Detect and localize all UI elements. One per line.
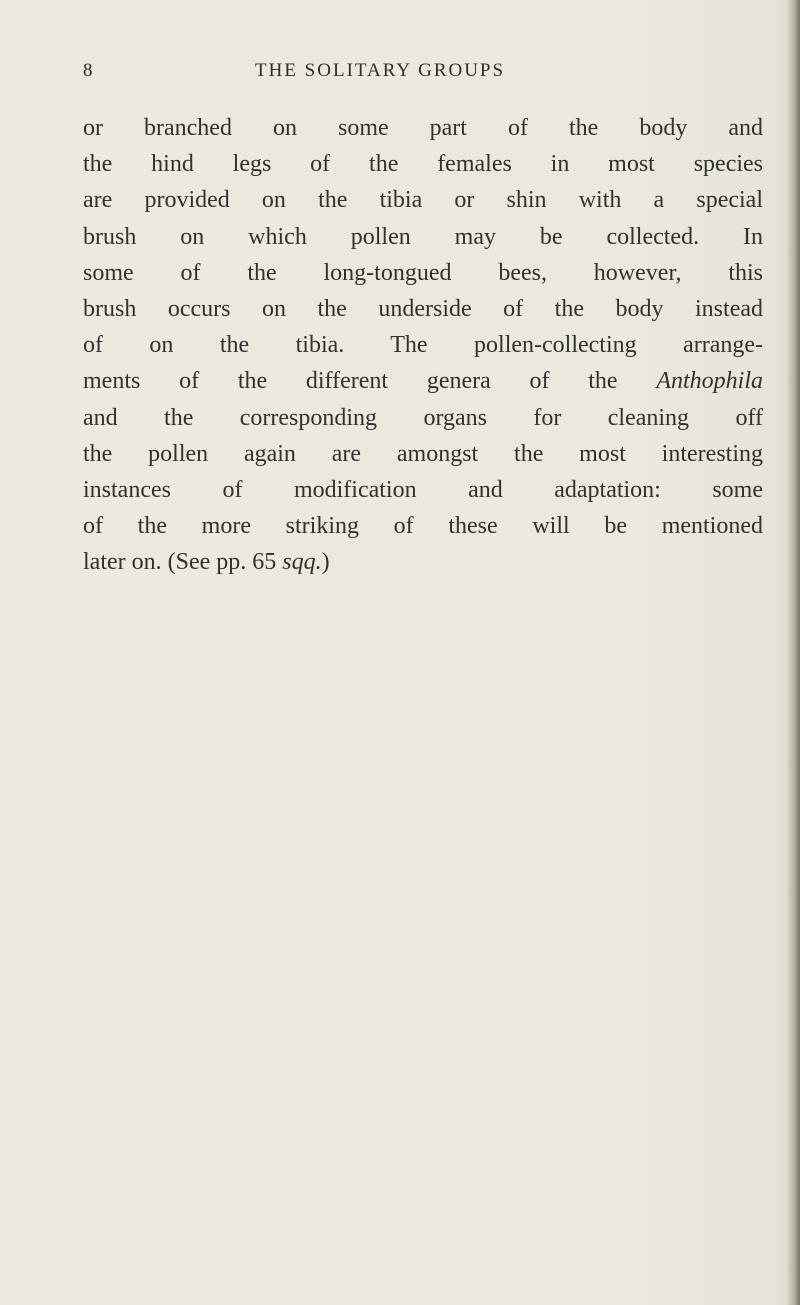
running-head <box>83 60 683 90</box>
page-edge-shadow <box>786 0 800 1305</box>
text-segment: later on. (See pp. 65 <box>83 549 283 576</box>
text-line: the hind legs of the females in most species <box>83 151 763 178</box>
text-line: of on the tibia. The pollen-collecting arrange- <box>83 332 763 359</box>
text-line: of the more striking of these will be mentioned <box>83 513 763 540</box>
text-line: brush on which pollen may be collected. In <box>83 223 763 250</box>
running-title: THE SOLITARY GROUPS <box>255 60 506 81</box>
text-line: are provided on the tibia or shin with a special <box>83 187 763 214</box>
text-line: the pollen again are amongst the most interesting <box>83 440 763 467</box>
page-number: 8 <box>83 60 93 81</box>
text-line: and the corresponding organs for cleaning off <box>83 404 763 431</box>
text-line: brush occurs on the underside of the body instead <box>83 295 763 322</box>
text-segment: ) <box>321 549 330 576</box>
text-segment: ments of the different genera of the <box>83 368 657 395</box>
genus-name-italic: Anthophila <box>656 368 763 395</box>
body-paragraph <box>83 110 763 580</box>
text-line: instances of modification and adaptation: some <box>83 476 763 503</box>
text-line: some of the long-tongued bees, however, this <box>83 259 763 286</box>
text-line <box>83 544 763 580</box>
text-line <box>83 363 763 399</box>
text-line: or branched on some part of the body and <box>83 115 763 141</box>
abbreviation-italic: sqq. <box>282 549 322 576</box>
